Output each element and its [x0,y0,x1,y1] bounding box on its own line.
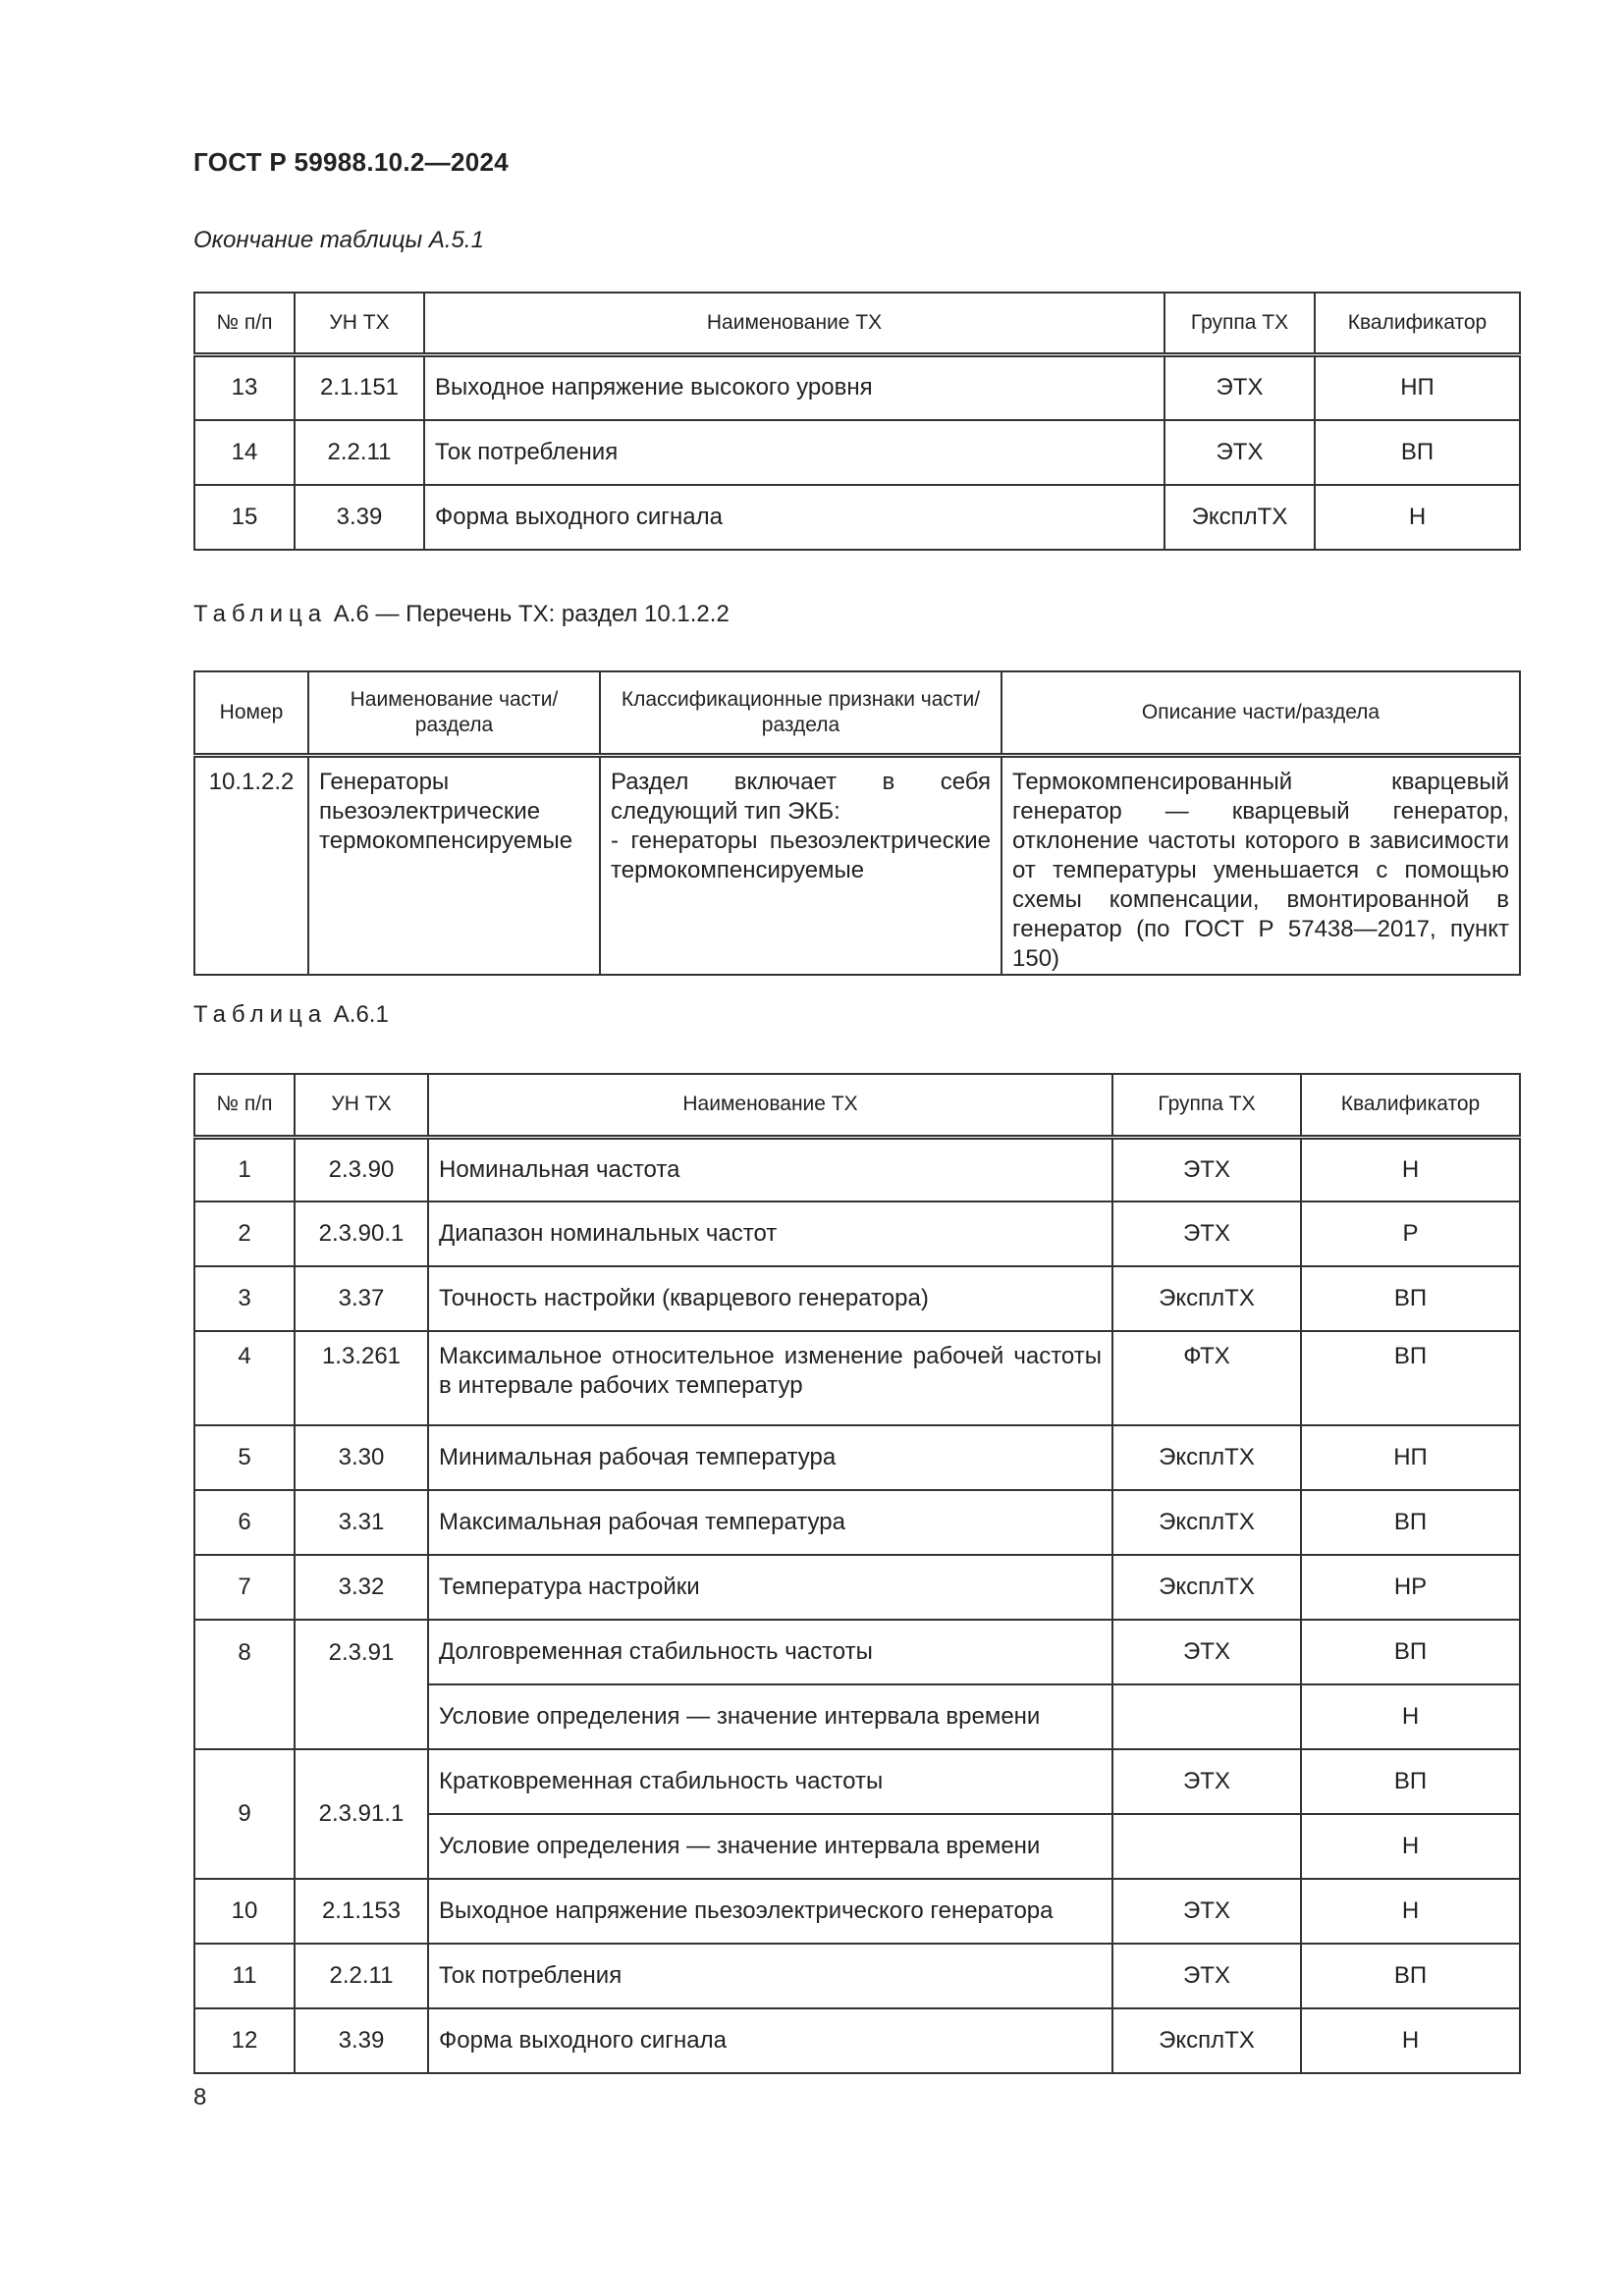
row-number: 15 [194,485,295,550]
header-cell: Номер [194,671,308,755]
row-condition: Условие определения — значение интервала времени [428,1814,1112,1879]
row-name: Кратковременная стабильность частоты [428,1749,1112,1814]
table-row [194,1944,1520,2008]
table-caption-text: А.6.1 [327,1001,389,1028]
row-code: 2.3.90.1 [295,1201,428,1266]
row-code: 2.3.91 [295,1620,428,1749]
row-code: 2.1.153 [295,1879,428,1944]
table-a61 [193,1073,1521,2074]
row-name: Выходное напряжение высокого уровня [424,355,1164,420]
row-number: 2 [194,1201,295,1266]
row-group: ЭТХ [1112,1944,1301,2008]
row-group [1112,1684,1301,1749]
table-row [194,1425,1520,1490]
row-code: 2.3.90 [295,1137,428,1201]
row-qualifier: ВП [1301,1331,1520,1425]
row-code: 3.32 [295,1555,428,1620]
table-row [194,1331,1520,1425]
row-group: ЭТХ [1164,355,1315,420]
row-code: 3.37 [295,1266,428,1331]
table-row [194,1490,1520,1555]
header-cell: Группа ТХ [1112,1074,1301,1137]
row-name: Точность настройки (кварцевого генератора) [428,1266,1112,1331]
features-line: - генераторы пьезоэлектрические термокомпенсируемые [611,827,991,883]
row-name: Форма выходного сигнала [424,485,1164,550]
header-cell: № п/п [194,293,295,355]
row-number: 14 [194,420,295,485]
row-name: Форма выходного сигнала [428,2008,1112,2073]
table-row [194,1555,1520,1620]
row-qualifier: Н [1301,1684,1520,1749]
row-code: 2.3.91.1 [295,1749,428,1879]
row-name: Долговременная стабильность частоты [428,1620,1112,1684]
row-group: ЭТХ [1164,420,1315,485]
row-group: ЭТХ [1112,1749,1301,1814]
row-group: ЭксплТХ [1112,1555,1301,1620]
table-caption-text: А.6 — Перечень ТХ: раздел 10.1.2.2 [327,601,730,627]
row-qualifier: НП [1301,1425,1520,1490]
table-row [194,1201,1520,1266]
header-cell: Наименование ТХ [424,293,1164,355]
table-row [194,1879,1520,1944]
row-name: Диапазон номинальных частот [428,1201,1112,1266]
row-code: 3.39 [295,485,424,550]
row-group: ФТХ [1112,1331,1301,1425]
row-number: 8 [194,1620,295,1749]
table-row [194,485,1520,550]
row-number: 10 [194,1879,295,1944]
row-number: 1 [194,1137,295,1201]
header-cell: Квалификатор [1315,293,1520,355]
table-row [194,1749,1520,1814]
row-qualifier: ВП [1301,1944,1520,2008]
row-name: Максимальная рабочая температура [428,1490,1112,1555]
row-group: ЭксплТХ [1112,1490,1301,1555]
row-group: ЭТХ [1112,1620,1301,1684]
row-qualifier: ВП [1315,420,1520,485]
row-number: 9 [194,1749,295,1879]
table-header-row [194,1074,1520,1137]
table-header-row [194,293,1520,355]
row-qualifier: Н [1315,485,1520,550]
row-name: Номинальная частота [428,1137,1112,1201]
row-number: 3 [194,1266,295,1331]
row-number: 10.1.2.2 [194,755,308,975]
row-code: 3.39 [295,2008,428,2073]
row-group: ЭксплТХ [1164,485,1315,550]
table-label: Таблица [193,1001,328,1028]
row-code: 3.31 [295,1490,428,1555]
table-row [194,355,1520,420]
row-group: ЭксплТХ [1112,1425,1301,1490]
row-condition: Условие определения — значение интервала времени [428,1684,1112,1749]
table-header-row [194,671,1520,755]
header-cell: Наименование части/ раздела [308,671,600,755]
row-number: 13 [194,355,295,420]
table-row [194,1137,1520,1201]
table-a6 [193,670,1521,976]
row-qualifier: ВП [1301,1266,1520,1331]
row-name: Выходное напряжение пьезоэлектрического генератора [428,1879,1112,1944]
header-cell: Классификационные признаки части/раздела [600,671,1001,755]
table-label: Таблица [193,601,328,627]
row-qualifier: Н [1301,1879,1520,1944]
row-qualifier: ВП [1301,1620,1520,1684]
row-qualifier: Н [1301,2008,1520,2073]
row-group [1112,1814,1301,1879]
row-group: ЭксплТХ [1112,1266,1301,1331]
table-row [194,420,1520,485]
features-line: Раздел включает в себя следующий тип ЭКБ: [611,768,991,825]
row-qualifier: ВП [1301,1490,1520,1555]
row-part-name: Генераторы пьезоэлектрические термокомпенсируемые [308,755,600,975]
row-number: 7 [194,1555,295,1620]
row-code: 1.3.261 [295,1331,428,1425]
row-qualifier: Н [1301,1814,1520,1879]
table-row [194,755,1520,975]
table-row [194,2008,1520,2073]
row-number: 5 [194,1425,295,1490]
row-group: ЭТХ [1112,1137,1301,1201]
header-cell: № п/п [194,1074,295,1137]
row-code: 2.2.11 [295,420,424,485]
header-cell: УН ТХ [295,293,424,355]
row-code: 2.1.151 [295,355,424,420]
row-qualifier: Н [1301,1137,1520,1201]
table-row [194,1266,1520,1331]
row-name: Максимальное относительное изменение рабочей частоты в интервале рабочих температур [428,1331,1112,1425]
row-number: 11 [194,1944,295,2008]
row-name: Минимальная рабочая температура [428,1425,1112,1490]
row-qualifier: НП [1315,355,1520,420]
header-cell: Наименование ТХ [428,1074,1112,1137]
row-qualifier: ВП [1301,1749,1520,1814]
row-group: ЭксплТХ [1112,2008,1301,2073]
row-code: 3.30 [295,1425,428,1490]
header-cell: УН ТХ [295,1074,428,1137]
table-a6-caption [193,601,730,628]
row-name: Ток потребления [424,420,1164,485]
row-number: 12 [194,2008,295,2073]
row-group: ЭТХ [1112,1201,1301,1266]
row-number: 4 [194,1331,295,1425]
page-number: 8 [193,2084,207,2110]
row-qualifier: Р [1301,1201,1520,1266]
header-cell: Описание части/раздела [1001,671,1520,755]
table-a61-caption [193,1001,389,1029]
row-description: Термокомпенсированный кварцевый генератор — кварцевый генератор, отклонение частоты которого в зависимости от температуры уменьшается с помощью схемы компенсации, вмонтированной в генератор (по ГОСТ Р 57438—2017, пункт 150) [1001,755,1520,975]
table-a51 [193,292,1521,551]
row-features [600,755,1001,975]
row-group: ЭТХ [1112,1879,1301,1944]
table-a51-caption: Окончание таблицы А.5.1 [193,227,484,253]
row-name: Температура настройки [428,1555,1112,1620]
row-qualifier: НР [1301,1555,1520,1620]
row-name: Ток потребления [428,1944,1112,2008]
document-header: ГОСТ Р 59988.10.2—2024 [193,147,509,177]
row-number: 6 [194,1490,295,1555]
header-cell: Квалификатор [1301,1074,1520,1137]
header-cell: Группа ТХ [1164,293,1315,355]
table-row [194,1620,1520,1684]
row-code: 2.2.11 [295,1944,428,2008]
